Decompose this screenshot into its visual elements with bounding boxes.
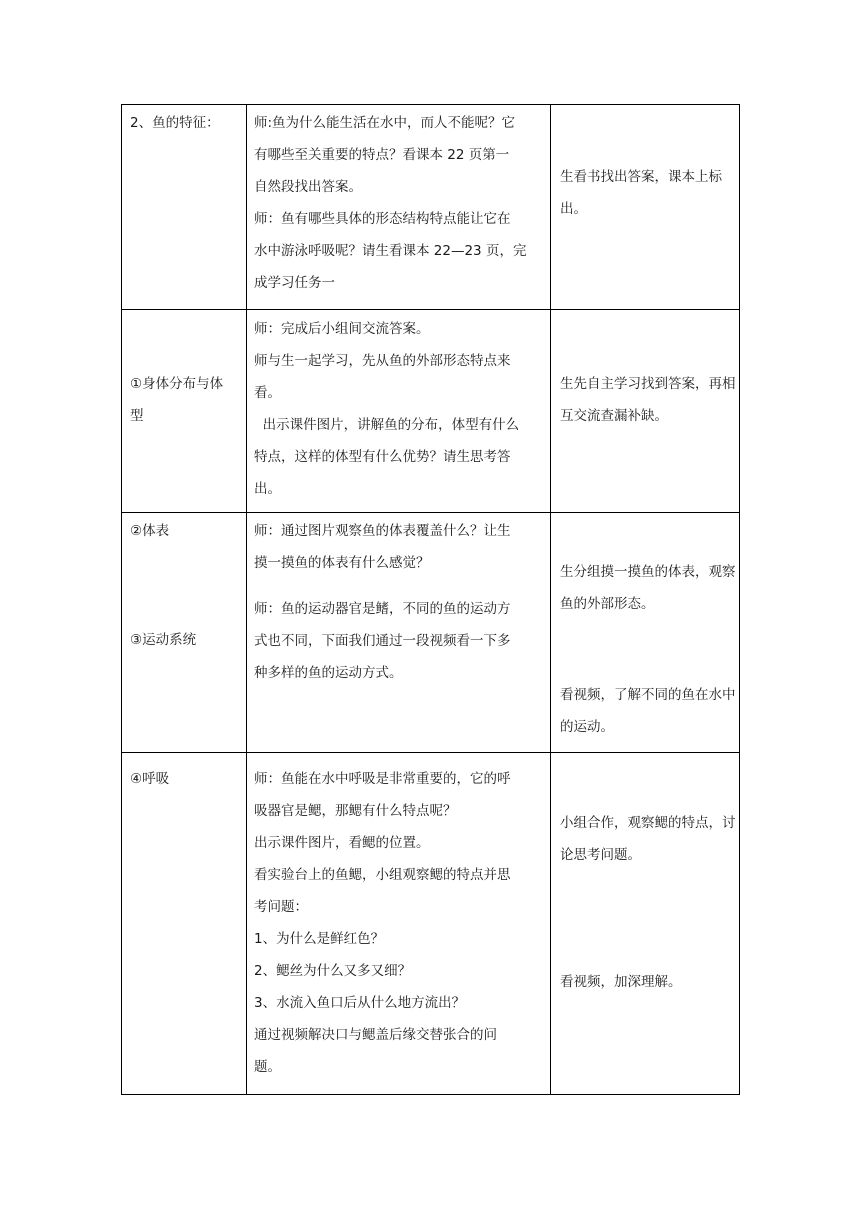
teacher-cell xyxy=(247,753,551,1095)
student-line: 的运动。 xyxy=(560,719,614,735)
table-row xyxy=(122,310,740,513)
student-line: 论思考问题。 xyxy=(560,847,641,863)
student-cell xyxy=(551,513,740,753)
student-line: 出。 xyxy=(560,201,587,217)
teacher-line: 吸器官是鳃，那鳃有什么特点呢？ xyxy=(254,803,457,819)
topic-cell xyxy=(122,310,247,513)
teacher-line: 师：鱼的运动器官是鳍，不同的鱼的运动方 xyxy=(254,601,511,617)
teacher-line: 有哪些至关重要的特点？看课本 22 页第一 xyxy=(254,147,510,163)
topic-line: ④呼吸 xyxy=(130,771,170,787)
teacher-line: 师与生一起学习，先从鱼的外部形态特点来 xyxy=(254,353,511,369)
student-line: 生分组摸一摸鱼的体表，观察 xyxy=(560,564,736,580)
student-line: 看视频，了解不同的鱼在水中 xyxy=(560,687,736,703)
teacher-line: 1、为什么是鲜红色？ xyxy=(254,931,385,947)
teacher-line: 2、鳃丝为什么又多又细？ xyxy=(254,963,412,979)
topic-line: 2、鱼的特征： xyxy=(130,115,220,131)
teacher-line: 种多样的鱼的运动方式。 xyxy=(254,665,403,681)
topic-cell xyxy=(122,105,247,310)
table-row xyxy=(122,513,740,753)
student-cell xyxy=(551,105,740,310)
teacher-line: 通过视频解决口与鳃盖后缘交替张合的问 xyxy=(254,1027,497,1043)
teacher-line: 题。 xyxy=(254,1059,281,1075)
topic-cell xyxy=(122,753,247,1095)
teacher-line: 自然段找出答案。 xyxy=(254,179,362,195)
teacher-line: 师:鱼为什么能生活在水中，而人不能呢？它 xyxy=(254,115,516,131)
topic-line: ③运动系统 xyxy=(130,632,197,648)
teacher-line: 师：鱼有哪些具体的形态结构特点能让它在 xyxy=(254,211,511,227)
teacher-line: 摸一摸鱼的体表有什么感觉？ xyxy=(254,555,430,571)
topic-line: 型 xyxy=(130,408,144,424)
student-line: 生先自主学习找到答案，再相 xyxy=(560,376,736,392)
teacher-cell xyxy=(247,310,551,513)
topic-line: ②体表 xyxy=(130,523,170,539)
teacher-line: 式也不同，下面我们通过一段视频看一下多 xyxy=(254,633,511,649)
student-line: 看视频，加深理解。 xyxy=(560,974,682,990)
teacher-line: 师：通过图片观察鱼的体表覆盖什么？让生 xyxy=(254,523,511,539)
teacher-line: 水中游泳呼吸呢？请生看课本 22—23 页，完 xyxy=(254,243,527,259)
student-line: 鱼的外部形态。 xyxy=(560,596,655,612)
table-row xyxy=(122,753,740,1095)
teacher-line: 特点，这样的体型有什么优势？请生思考答 xyxy=(254,449,511,465)
teacher-line: 3、水流入鱼口后从什么地方流出？ xyxy=(254,995,466,1011)
topic-cell xyxy=(122,513,247,753)
student-line: 小组合作，观察鳃的特点，讨 xyxy=(560,815,736,831)
teacher-line: 出示课件图片，讲解鱼的分布，体型有什么 xyxy=(254,417,520,433)
student-cell xyxy=(551,753,740,1095)
teacher-line: 师：鱼能在水中呼吸是非常重要的，它的呼 xyxy=(254,771,511,787)
student-cell xyxy=(551,310,740,513)
teacher-line: 看。 xyxy=(254,385,281,401)
lesson-table xyxy=(121,104,740,1095)
teacher-line: 看实验台上的鱼鳃，小组观察鳃的特点并思 xyxy=(254,867,511,883)
teacher-line: 成学习任务一 xyxy=(254,275,335,291)
teacher-line: 师：完成后小组间交流答案。 xyxy=(254,321,430,337)
teacher-line: 出示课件图片，看鳃的位置。 xyxy=(254,835,430,851)
teacher-cell xyxy=(247,105,551,310)
student-line: 生看书找出答案，课本上标 xyxy=(560,169,722,185)
topic-line: ①身体分布与体 xyxy=(130,376,224,392)
teacher-line: 考问题： xyxy=(254,899,308,915)
table-row xyxy=(122,105,740,310)
student-line: 互交流查漏补缺。 xyxy=(560,408,668,424)
teacher-cell xyxy=(247,513,551,753)
teacher-line: 出。 xyxy=(254,481,281,497)
